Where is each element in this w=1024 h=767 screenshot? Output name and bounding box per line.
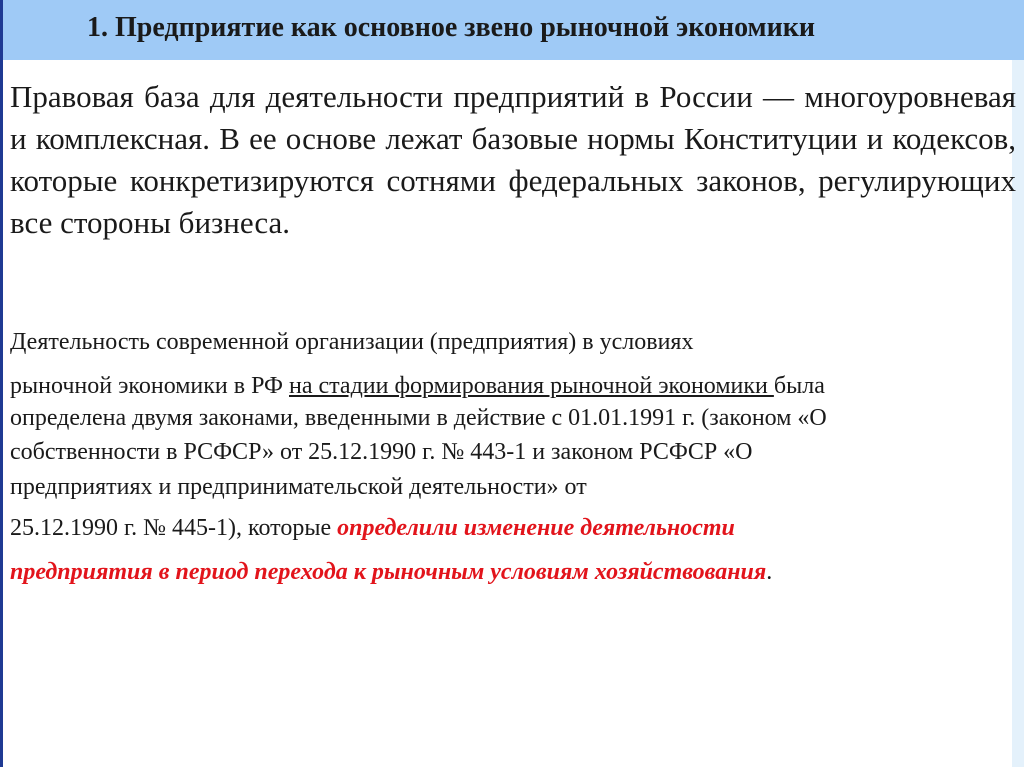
paragraph-activity-line-5 [10,472,587,502]
text-segment: рыночной экономики в РФ [10,373,289,399]
paragraph-activity-line-4 [10,437,753,467]
text-segment: 25.12.1990 г. № 445-1), которые [10,515,338,541]
text-segment: была [773,373,825,399]
underlined-phrase: на стадии формирования рыночной экономики [289,373,774,399]
highlighted-phrase: предприятия в период перехода к рыночным условиям хозяйствования [10,559,767,585]
text-segment: собственности в РСФСР» от 25.12.1990 г. № 443-1 и законом РСФСР «О [10,439,753,465]
left-accent-rule [0,0,3,767]
paragraph-activity-line-3 [10,403,827,433]
title-bar [3,0,1024,60]
text-segment: . [766,559,773,585]
paragraph-activity-line-7 [10,557,772,587]
highlighted-phrase: определили изменение деятельности [337,515,735,541]
paragraph-legal-basis: Правовая база для деятельности предприятий в России — многоуровневая и комплексная. В ее основе лежат базовые нормы Конституции и кодексов, которые конкретизируются сотнями федеральных законов, регулирующих все стороны бизнеса. [10,79,1016,240]
slide-title: 1. Предприятие как основное звено рыночной экономики [87,12,816,43]
paragraph-activity-line-2 [10,371,825,401]
paragraph-activity-line-1 [10,327,693,357]
paragraph-activity-line-6 [10,513,735,543]
text-segment: определена двумя законами, введенными в действие с 01.01.1991 г. (законом «О [10,405,827,431]
text-segment: Деятельность современной организации (предприятия) в условиях [10,329,694,355]
text-segment: предприятиях и предпринимательской деятельности» от [10,474,587,500]
